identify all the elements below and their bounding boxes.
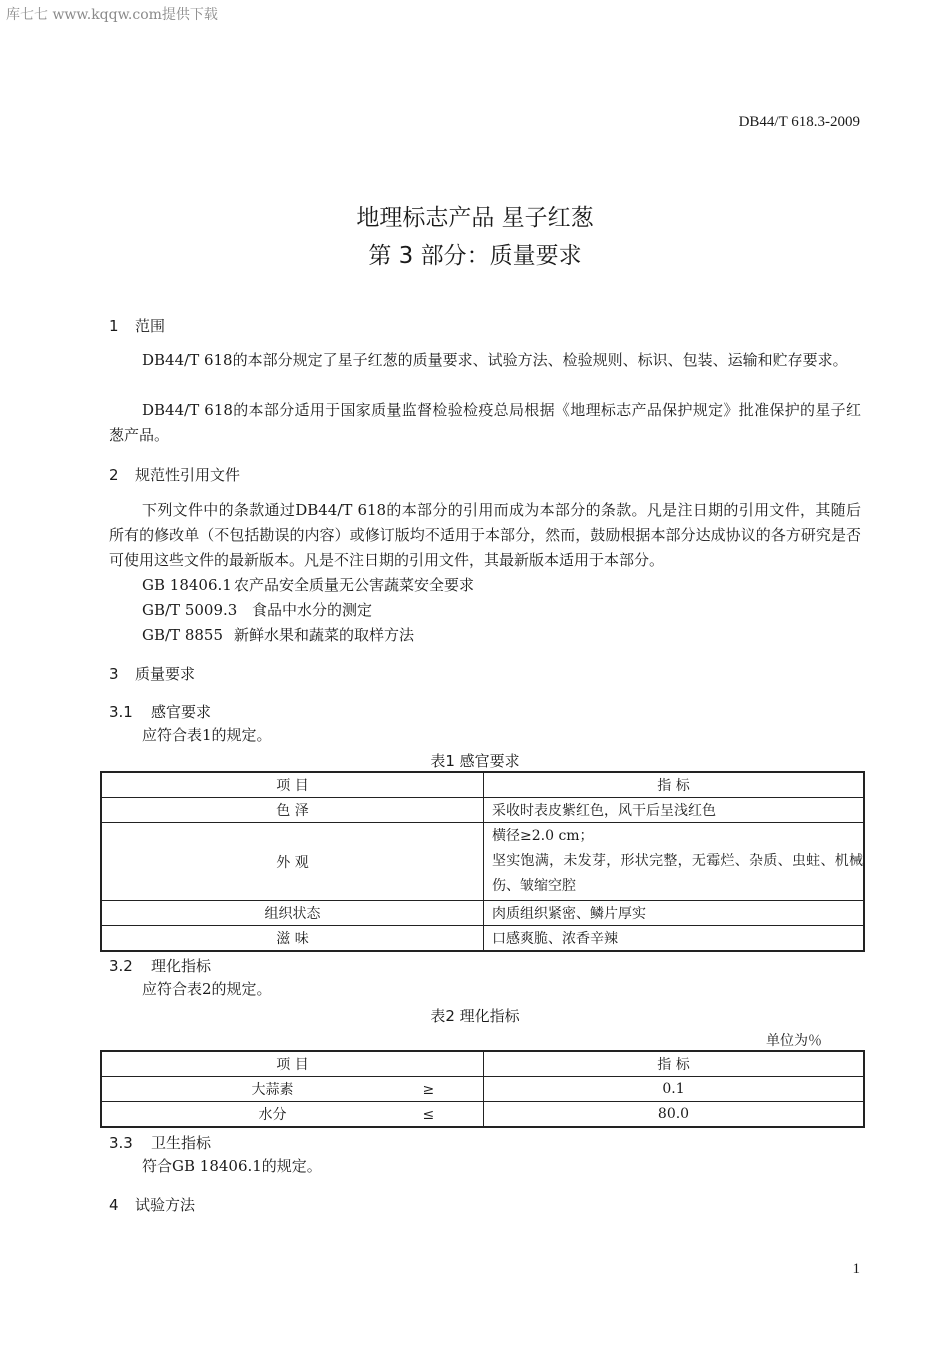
section-3-2-heading xyxy=(109,955,211,976)
section-title: 卫生指标 xyxy=(151,1134,212,1152)
comparison-operator: ≥ xyxy=(422,1082,435,1098)
section-3-3-text: 符合GB 18406.1的规定。 xyxy=(142,1157,322,1175)
section-3-3-heading xyxy=(109,1132,211,1153)
value-cell: 肉质组织紧密、鳞片厚实 xyxy=(484,901,865,926)
header-cell: 指 标 xyxy=(484,1051,865,1077)
section-title: 规范性引用文件 xyxy=(135,466,241,484)
section-number: 4 xyxy=(109,1196,119,1214)
section-2-heading xyxy=(109,464,240,485)
value-cell: 80.0 xyxy=(484,1102,865,1128)
section-number: 1 xyxy=(109,317,119,335)
item-cell: 滋 味 xyxy=(101,926,484,952)
reference-name: 农产品安全质量无公害蔬菜安全要求 xyxy=(234,576,475,594)
table-header-row xyxy=(101,1051,864,1077)
header-cell: 项 目 xyxy=(101,1051,484,1077)
document-code: DB44/T 618.3-2009 xyxy=(738,114,860,130)
table-row xyxy=(101,901,864,926)
value-line: 横径≥2.0 cm； xyxy=(492,828,594,844)
table-row xyxy=(101,798,864,823)
section-number: 3.2 xyxy=(109,957,133,975)
value-cell: 0.1 xyxy=(484,1077,865,1102)
reference-item xyxy=(142,599,372,620)
item-cell xyxy=(101,1102,484,1128)
sensory-requirements-table xyxy=(100,771,865,952)
document-subtitle: 第 3 部分：质量要求 xyxy=(368,243,582,269)
section-number: 2 xyxy=(109,466,119,484)
item-label: 大蒜素 xyxy=(251,1082,294,1098)
reference-code: GB/T 8855 xyxy=(142,626,224,644)
header-cell: 项 目 xyxy=(101,772,484,798)
table-row xyxy=(101,926,864,952)
section-number: 3.3 xyxy=(109,1134,133,1152)
section-1-heading xyxy=(109,315,165,336)
table-2-caption: 表2 理化指标 xyxy=(430,1007,520,1025)
section-3-1-text: 应符合表1的规定。 xyxy=(142,726,272,744)
document-title: 地理标志产品 星子红葱 xyxy=(356,205,594,231)
table-row xyxy=(101,1102,864,1128)
section-3-heading xyxy=(109,663,195,684)
value-cell: 采收时表皮紫红色，风干后呈浅红色 xyxy=(484,798,865,823)
section-3-2-text: 应符合表2的规定。 xyxy=(142,980,272,998)
section-1-paragraph-1: DB44/T 618的本部分规定了星子红葱的质量要求、试验方法、检验规则、标识、包装、运输和贮存要求。 xyxy=(142,351,848,369)
reference-name: 新鲜水果和蔬菜的取样方法 xyxy=(234,626,415,644)
comparison-operator: ≤ xyxy=(422,1107,435,1123)
item-cell: 组织状态 xyxy=(101,901,484,926)
item-cell xyxy=(101,1077,484,1102)
table-header-row xyxy=(101,772,864,798)
page-number: 1 xyxy=(852,1261,860,1277)
section-number: 3 xyxy=(109,665,119,683)
section-4-heading xyxy=(109,1194,195,1215)
value-cell xyxy=(484,823,865,901)
reference-item xyxy=(142,574,474,595)
section-3-1-heading xyxy=(109,701,211,722)
section-1-paragraph-2: DB44/T 618的本部分适用于国家质量监督检验检疫总局根据《地理标志产品保护规定》批准保护的星子红葱产品。 xyxy=(109,401,861,444)
watermark: 库七七 www.kqqw.com提供下载 xyxy=(6,7,218,23)
table-1-caption: 表1 感官要求 xyxy=(430,752,520,770)
section-title: 质量要求 xyxy=(135,665,196,683)
value-line: 坚实饱满，未发芽，形状完整，无霉烂、杂质、虫蛀、机械伤、皱缩空腔 xyxy=(492,853,863,894)
table-row xyxy=(101,1077,864,1102)
section-title: 感官要求 xyxy=(151,703,212,721)
section-title: 范围 xyxy=(135,317,166,335)
reference-item xyxy=(142,624,414,645)
item-cell: 外 观 xyxy=(101,823,484,901)
section-title: 试验方法 xyxy=(135,1196,196,1214)
reference-code: GB 18406.1 xyxy=(142,576,232,594)
section-number: 3.1 xyxy=(109,703,133,721)
reference-name: 食品中水分的测定 xyxy=(252,601,373,619)
item-cell: 色 泽 xyxy=(101,798,484,823)
reference-code: GB/T 5009.3 xyxy=(142,601,238,619)
section-2-paragraph: 下列文件中的条款通过DB44/T 618的本部分的引用而成为本部分的条款。凡是注日期的引用文件，其随后所有的修改单（不包括勘误的内容）或修订版均不适用于本部分，然而，鼓励根据本部分达成协议的各方研究是否可使用这些文件的最新版本。凡是不注日期的引用文件，其最新版本适用于本部分。 xyxy=(109,501,861,569)
section-title: 理化指标 xyxy=(151,957,212,975)
value-cell: 口感爽脆、浓香辛辣 xyxy=(484,926,865,952)
table-row xyxy=(101,823,864,901)
header-cell: 指 标 xyxy=(484,772,865,798)
physicochemical-table xyxy=(100,1050,865,1128)
table-2-unit: 单位为％ xyxy=(766,1033,822,1049)
item-label: 水分 xyxy=(258,1107,287,1123)
